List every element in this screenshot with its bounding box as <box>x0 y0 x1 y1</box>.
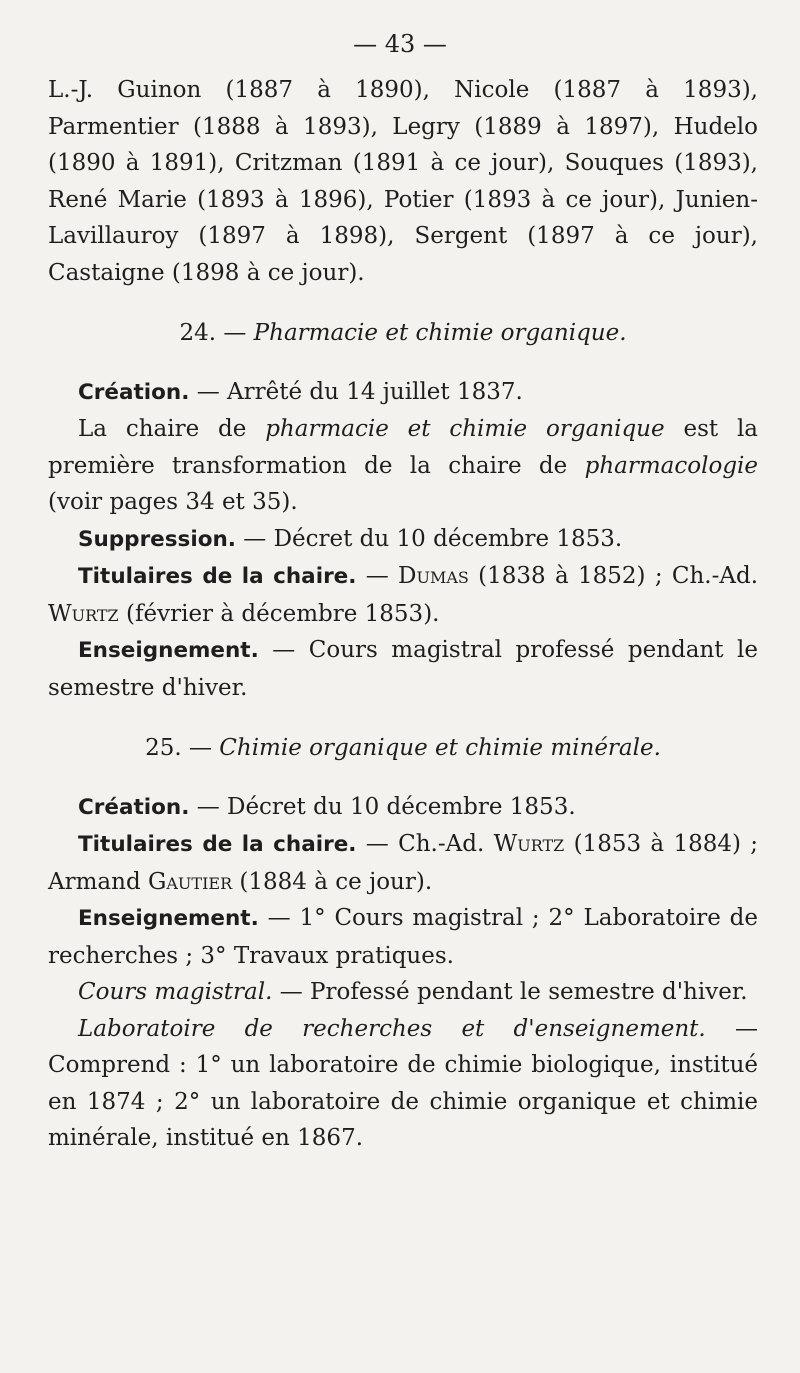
section-24-creation <box>48 374 758 412</box>
section-24-suppression <box>48 521 758 559</box>
description-emphasis-2: pharmacologie <box>584 452 759 479</box>
titulaires-name-2: Gautier <box>147 868 233 895</box>
section-24-number: 24. — <box>179 320 247 346</box>
titulaires-text-c: (février à décembre 1853). <box>118 600 440 627</box>
section-25-laboratoire <box>48 1011 758 1157</box>
titulaires-text-b: (1838 à 1852) ; Ch.-Ad. <box>468 563 759 589</box>
section-25-title: Chimie organique et chimie minérale. <box>219 735 661 761</box>
creation-label: Création. <box>78 794 190 820</box>
creation-label: Création. <box>78 379 190 405</box>
creation-text: — Décret du 10 décembre 1853. <box>196 793 576 820</box>
section-25-enseignement <box>48 900 758 974</box>
section-25-creation <box>48 789 758 827</box>
titulaires-name-2: Wurtz <box>48 600 119 627</box>
description-text-a: La chaire de <box>78 416 247 442</box>
titulaires-label: Titulaires de la chaire. <box>78 564 357 589</box>
page-number: — 43 — <box>353 30 447 58</box>
enseignement-label: Enseignement. <box>78 638 259 663</box>
section-25-number: 25. — <box>145 735 212 761</box>
laboratoire-label: Laboratoire de recherches et d'enseignement. <box>78 1015 706 1042</box>
titulaires-text-a: — <box>365 563 399 589</box>
titulaires-text-a: — Ch.-Ad. <box>365 831 494 857</box>
section-24-title: Pharmacie et chimie organique. <box>253 320 627 346</box>
titulaires-text-c: (1884 à ce jour). <box>232 868 433 895</box>
section-25-heading <box>48 730 758 767</box>
enseignement-text: — 1° Cours magistral ; 2° Laboratoire de recherches ; 3° Travaux pratiques. <box>48 905 759 969</box>
page-body <box>48 72 758 1157</box>
cours-label: Cours magistral. <box>78 979 273 1005</box>
section-24-description <box>48 411 758 521</box>
description-emphasis-1: pharmacie et chimie organique <box>265 416 665 442</box>
titulaires-label: Titulaires de la chaire. <box>78 832 357 857</box>
section-25-cours <box>48 974 758 1011</box>
titulaires-name-1: Dumas <box>398 563 469 589</box>
section-24-enseignement <box>48 632 758 706</box>
suppression-label: Suppression. <box>78 526 236 552</box>
section-24-heading <box>48 315 758 352</box>
description-text-b: est la première transformation de la chaire de <box>48 416 759 479</box>
titulaires-name-1: Wurtz <box>493 831 565 857</box>
section-24-titulaires <box>48 558 758 632</box>
enseignement-text: — Cours magistral professé pendant le semestre d'hiver. <box>48 637 758 701</box>
section-25-titulaires <box>48 826 758 900</box>
intro-paragraph: L.-J. Guinon (1887 à 1890), Nicole (1887 à 1893), Parmentier (1888 à 1893), Legry (1889 à 1897), Hudelo (1890 à 1891), Critzman (1891 à ce jour), Souques (1893), René Marie (1893 à 1896), Potier (1893 à ce jour), Junien-Lavillauroy (1897 à 1898), Sergent (1897 à ce jour), Castaigne (1898 à ce jour). <box>48 77 758 286</box>
laboratoire-text: — Comprend : 1° un laboratoire de chimie biologique, institué en 1874 ; 2° un laboratoire de chimie organique et chimie minérale, institué en 1867. <box>48 1015 758 1151</box>
creation-text: — Arrêté du 14 juillet 1837. <box>196 378 523 405</box>
description-text-c: (voir pages 34 et 35). <box>48 489 298 515</box>
titulaires-text-b: (1853 à 1884) ; Armand <box>48 831 759 895</box>
enseignement-label: Enseignement. <box>78 906 259 931</box>
suppression-text: — Décret du 10 décembre 1853. <box>243 525 623 552</box>
cours-text: — Professé pendant le semestre d'hiver. <box>279 979 748 1005</box>
